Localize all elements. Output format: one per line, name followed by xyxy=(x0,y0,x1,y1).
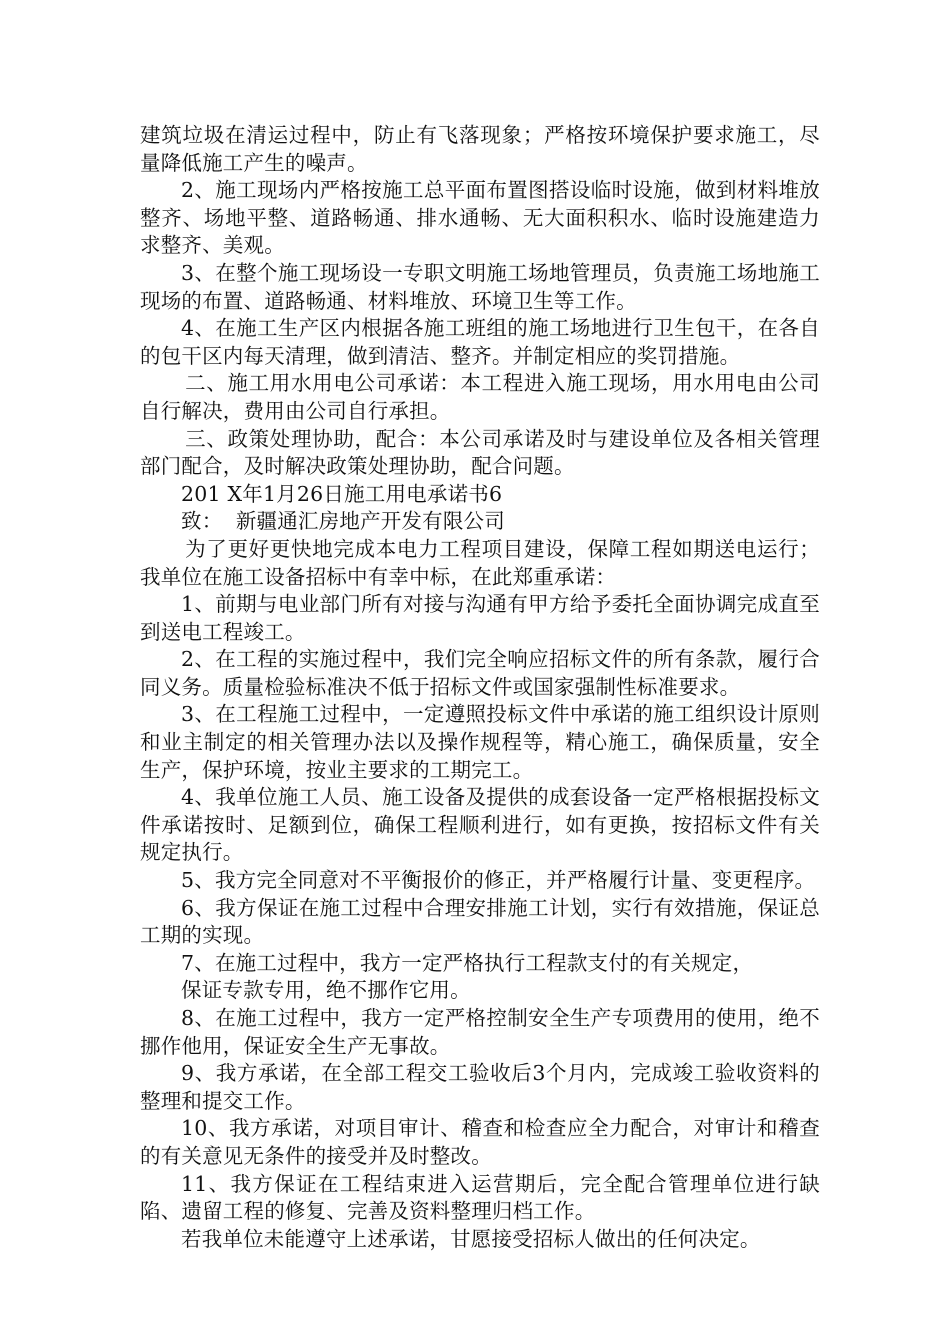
paragraph-item-11: 11、我方保证在工程结束进入运营期后，完全配合管理单位进行缺陷、遗留工程的修复、完善及资料整理归档工作。 xyxy=(140,1171,820,1224)
paragraph-1: 建筑垃圾在清运过程中，防止有飞落现象；严格按环境保护要求施工，尽量降低施工产生的噪声。 xyxy=(140,123,820,175)
paragraph-item-5: 5、我方完全同意对不平衡报价的修正，并严格履行计量、变更程序。 xyxy=(181,868,816,893)
paragraph-item-9: 9、我方承诺，在全部工程交工验收后3个月内，完成竣工验收资料的整理和提交工作。 xyxy=(140,1061,820,1113)
paragraph-item-3: 3、在工程施工过程中，一定遵照投标文件中承诺的施工组织设计原则和业主制定的相关管理办法以及操作规程等，精心施工，确保质量，安全生产，保护环境，按业主要求的工期完工。 xyxy=(140,702,820,782)
paragraph-item-8: 8、在施工过程中，我方一定严格控制安全生产专项费用的使用，绝不挪作他用，保证安全生产无事故。 xyxy=(140,1006,820,1058)
paragraph-item-10: 10、我方承诺，对项目审计、稽查和检查应全力配合，对审计和稽查的有关意见无条件的接受并及时整改。 xyxy=(140,1116,820,1168)
paragraph-intro: 为了更好更快地完成本电力工程项目建设，保障工程如期送电运行；我单位在施工设备招标中有幸中标，在此郑重承诺： xyxy=(140,536,820,589)
paragraph-closing: 若我单位未能遵守上述承诺，甘愿接受招标人做出的任何决定。 xyxy=(181,1226,761,1251)
paragraph-item-7: 7、在施工过程中，我方一定严格执行工程款支付的有关规定， xyxy=(181,950,754,975)
document-body xyxy=(140,122,820,1253)
paragraph-item-4: 4、我单位施工人员、施工设备及提供的成套设备一定严格根据投标文件承诺按时、足额到位，确保工程顺利进行，如有更换，按招标文件有关规定执行。 xyxy=(140,785,820,865)
paragraph-addressee: 致： 新疆通汇房地产开发有限公司 xyxy=(181,509,505,534)
paragraph-item-6: 6、我方保证在施工过程中合理安排施工计划，实行有效措施，保证总工期的实现。 xyxy=(140,895,820,948)
paragraph-item-7-cont: 保证专款专用，绝不挪作它用。 xyxy=(181,978,471,1003)
paragraph-5: 二、施工用水用电公司承诺：本工程进入施工现场，用水用电由公司自行解决，费用由公司自行承担。 xyxy=(140,371,820,423)
paragraph-6: 三、政策处理协助，配合：本公司承诺及时与建设单位及各相关管理部门配合，及时解决政策处理协助，配合问题。 xyxy=(140,426,820,479)
paragraph-4: 4、在施工生产区内根据各施工班组的施工场地进行卫生包干，在各自的包干区内每天清理，做到清洁、整齐。并制定相应的奖罚措施。 xyxy=(140,316,820,368)
paragraph-item-2: 2、在工程的实施过程中，我们完全响应招标文件的所有条款，履行合同义务。质量检验标准决不低于招标文件或国家强制性标准要求。 xyxy=(140,647,820,699)
paragraph-item-1: 1、前期与电业部门所有对接与沟通有甲方给予委托全面协调完成直至到送电工程竣工。 xyxy=(140,592,820,644)
paragraph-3: 3、在整个施工现场设一专职文明施工场地管理员，负责施工场地施工现场的布置、道路畅通、材料堆放、环境卫生等工作。 xyxy=(140,260,820,313)
paragraph-2: 2、施工现场内严格按施工总平面布置图搭设临时设施，做到材料堆放整齐、场地平整、道路畅通、排水通畅、无大面积积水、临时设施建造力求整齐、美观。 xyxy=(140,178,820,258)
paragraph-date-title: 201 X年1月26日施工用电承诺书6 xyxy=(181,481,503,506)
